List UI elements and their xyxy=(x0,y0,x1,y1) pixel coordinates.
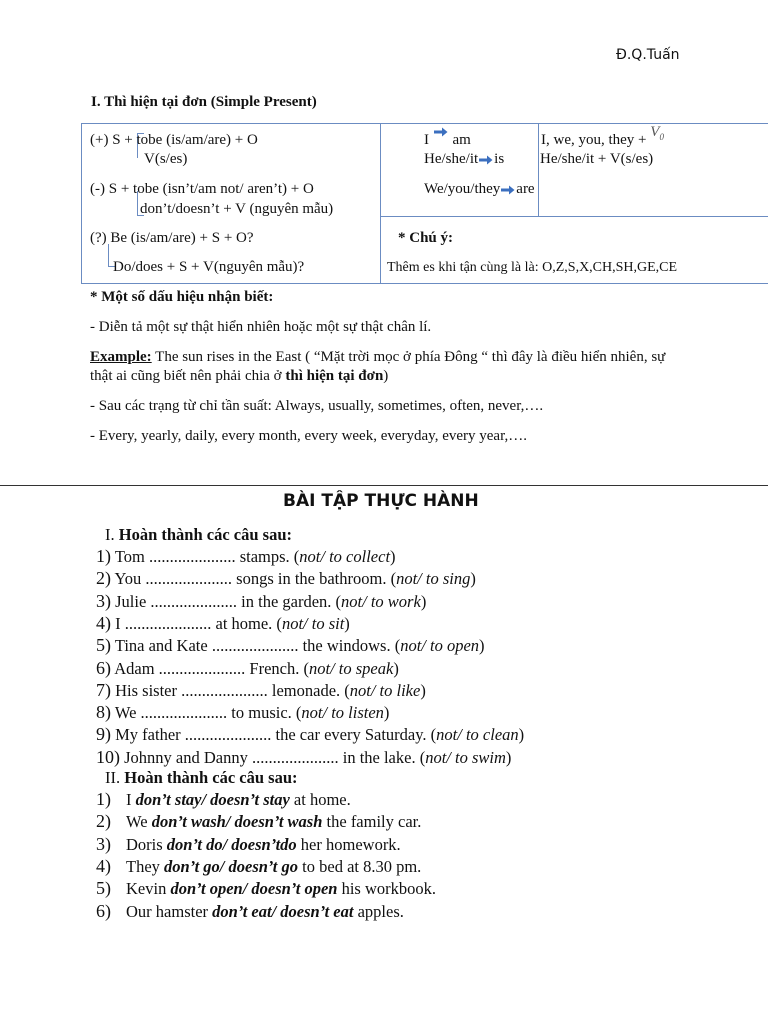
exercise1-item xyxy=(96,635,485,656)
note-title: * Chú ý: xyxy=(398,230,454,246)
exercise1-item xyxy=(96,680,426,701)
item-close: ) xyxy=(470,569,476,589)
item-number: 7) xyxy=(96,679,111,700)
note-text: Thêm es khi tận cùng là là: O,Z,S,X,CH,SH,GE,CE xyxy=(387,260,678,275)
item-text: Julie ..................... in the garden. ( xyxy=(111,591,342,611)
sign-adverbs: - Sau các trạng từ chỉ tần suất: Always, usually, sometimes, often, never,…. xyxy=(90,398,544,414)
item-number: 4) xyxy=(96,855,111,876)
item-text: You ..................... songs in the bathroom. ( xyxy=(111,569,397,589)
item-hint: not/ to listen xyxy=(301,703,384,723)
exercise2-item xyxy=(96,901,404,922)
negative-form: (-) S + tobe (isn’t/am not/ aren’t) + O xyxy=(90,181,314,197)
item-text: Tina and Kate ..................... the windows. ( xyxy=(111,636,401,656)
item-number: 5) xyxy=(96,878,111,899)
item-number: 2) xyxy=(96,811,111,832)
item-close: ) xyxy=(518,725,525,745)
item-close: ) xyxy=(390,547,396,566)
item-number: 6) xyxy=(96,657,111,678)
item-subject: Kevin xyxy=(126,879,171,899)
item-rest: his workbook. xyxy=(337,879,436,899)
arrow-right-icon xyxy=(434,127,448,137)
item-hint: not/ to like xyxy=(349,680,421,700)
exercise1-item xyxy=(96,568,476,589)
item-answer: don’t go/ doesn’t go xyxy=(164,856,299,876)
example-tense-name: thì hiện tại đơn xyxy=(285,368,384,384)
pronoun-we-you-they: We/you/they xyxy=(424,181,501,197)
item-hint: not/ to sing xyxy=(396,569,471,589)
pronoun-he-she-it: He/she/it xyxy=(424,151,479,167)
signs-title: * Một số dấu hiệu nhận biết: xyxy=(90,289,274,305)
item-answer: don’t open/ doesn’t open xyxy=(170,879,338,899)
verb-rule-plural-text: I, we, you, they + xyxy=(541,132,647,148)
exercise2-item xyxy=(96,811,421,832)
exercise1-item xyxy=(96,724,524,745)
part1-number: I. xyxy=(105,525,119,544)
practice-title: BÀI TẬP THỰC HÀNH xyxy=(283,491,479,511)
item-close: ) xyxy=(505,747,512,767)
item-answer: don’t wash/ doesn’t wash xyxy=(151,812,323,832)
sign-every: - Every, yearly, daily, every month, every week, everyday, every year,…. xyxy=(90,428,527,444)
part1-heading xyxy=(105,525,292,545)
item-hint: not/ to speak xyxy=(308,658,394,678)
verb-v0-letter: V xyxy=(650,124,660,140)
item-text: Johnny and Danny ..................... in the lake. ( xyxy=(120,747,426,767)
item-number: 5) xyxy=(96,635,111,656)
tobe-am: am xyxy=(452,132,471,148)
item-rest: at home. xyxy=(289,790,351,809)
arrow-right-icon xyxy=(501,185,515,195)
item-hint: not/ to work xyxy=(341,591,421,611)
item-close: ) xyxy=(479,636,485,656)
item-number: 1) xyxy=(96,546,111,566)
item-text: We ..................... to music. ( xyxy=(111,703,302,723)
item-hint: not/ to sit xyxy=(281,613,345,633)
exercise1-item xyxy=(96,546,396,567)
item-text: His sister ..................... lemonade. ( xyxy=(111,680,350,700)
example-text-cont: thật ai cũng biết nên phải chia ở xyxy=(90,368,286,384)
exercise1-item xyxy=(96,591,426,612)
tobe-is-row xyxy=(424,151,504,168)
example-close-paren: ) xyxy=(383,368,389,384)
verb-v0-subscript: 0 xyxy=(659,132,664,142)
exercise2-item xyxy=(96,789,351,810)
item-number: 2) xyxy=(96,568,111,589)
item-answer: don’t stay/ doesn’t stay xyxy=(135,790,290,809)
verb-v0 xyxy=(650,124,664,140)
example-label: Example: xyxy=(90,349,152,365)
pronoun-i: I xyxy=(424,132,429,148)
table-middle-divider xyxy=(380,123,381,283)
item-number: 1) xyxy=(96,789,111,809)
tobe-are-row xyxy=(424,181,535,198)
negative-form-verb: don’t/doesn’t + V (nguyên mẫu) xyxy=(140,201,334,217)
part2-number: II. xyxy=(105,768,125,787)
item-rest: apples. xyxy=(353,901,404,921)
item-rest: the family car. xyxy=(322,812,422,832)
item-number: 8) xyxy=(96,702,111,723)
item-number: 9) xyxy=(96,724,111,745)
section-divider xyxy=(0,485,768,486)
exercise1-item xyxy=(96,702,389,723)
item-close: ) xyxy=(383,703,390,723)
item-number: 3) xyxy=(96,833,111,854)
item-hint: not/ to swim xyxy=(425,747,506,767)
exercise1-item xyxy=(96,613,350,634)
example-text: The sun rises in the East ( “Mặt trời mọc ở phía Đông “ thì đây là điều hiển nhiên, sự xyxy=(151,349,666,365)
table-bottom-border xyxy=(81,283,768,284)
item-text: Adam ..................... French. ( xyxy=(111,658,309,678)
verb-rule-plural xyxy=(541,124,664,150)
example-line2 xyxy=(90,368,388,385)
positive-form-verb: V(s/es) xyxy=(144,151,188,167)
section-title: I. Thì hiện tại đơn (Simple Present) xyxy=(91,94,317,110)
exercise1-item xyxy=(96,658,399,679)
item-hint: not/ to collect xyxy=(299,547,391,566)
item-subject: Our hamster xyxy=(126,901,213,921)
table-top-border xyxy=(81,123,768,124)
part2-heading xyxy=(105,768,298,788)
item-rest: to bed at 8.30 pm. xyxy=(298,856,422,876)
tobe-i-row xyxy=(424,132,471,149)
exercise2-item xyxy=(96,856,421,877)
table-inner-divider xyxy=(538,123,539,216)
example-line1 xyxy=(90,349,665,366)
sign-fact: - Diễn tả một sự thật hiển nhiên hoặc một sự thật chân lí. xyxy=(90,319,432,335)
item-close: ) xyxy=(393,658,399,678)
exercise2-item xyxy=(96,878,436,899)
verb-rule-singular: He/she/it + V(s/es) xyxy=(540,151,654,167)
question-form: (?) Be (is/am/are) + S + O? xyxy=(90,230,254,246)
item-text: My father ..................... the car every Saturday. ( xyxy=(111,725,437,745)
item-hint: not/ to open xyxy=(400,636,480,656)
tobe-is: is xyxy=(494,151,505,167)
item-number: 10) xyxy=(96,746,120,767)
item-subject: Doris xyxy=(126,834,167,854)
item-number: 6) xyxy=(96,900,111,921)
item-number: 4) xyxy=(96,612,111,633)
exercise1-item xyxy=(96,747,511,768)
arrow-right-icon xyxy=(479,155,493,165)
part1-title: Hoàn thành các câu sau: xyxy=(118,525,293,544)
tobe-are: are xyxy=(516,181,535,197)
item-subject: We xyxy=(126,812,152,832)
author-name: Đ.Q.Tuấn xyxy=(616,47,680,63)
item-subject: They xyxy=(126,856,165,876)
item-close: ) xyxy=(420,591,427,611)
item-rest: her homework. xyxy=(296,834,401,854)
exercise2-item xyxy=(96,834,401,855)
question-form-verb: Do/does + S + V(nguyên mẫu)? xyxy=(113,259,305,275)
part2-title: Hoàn thành các câu sau: xyxy=(124,768,298,787)
item-hint: not/ to clean xyxy=(436,725,519,745)
item-close: ) xyxy=(420,680,426,700)
item-text: I ..................... at home. ( xyxy=(111,613,282,633)
item-number: 3) xyxy=(96,590,111,611)
item-answer: don’t do/ doesn’tdo xyxy=(166,834,297,854)
item-answer: don’t eat/ doesn’t eat xyxy=(212,901,354,921)
item-text: Tom ..................... stamps. ( xyxy=(111,547,300,566)
table-row-divider xyxy=(380,216,768,217)
item-subject: I xyxy=(126,790,136,809)
item-close: ) xyxy=(344,613,350,633)
positive-form: (+) S + tobe (is/am/are) + O xyxy=(90,132,258,148)
table-left-border xyxy=(81,123,82,283)
